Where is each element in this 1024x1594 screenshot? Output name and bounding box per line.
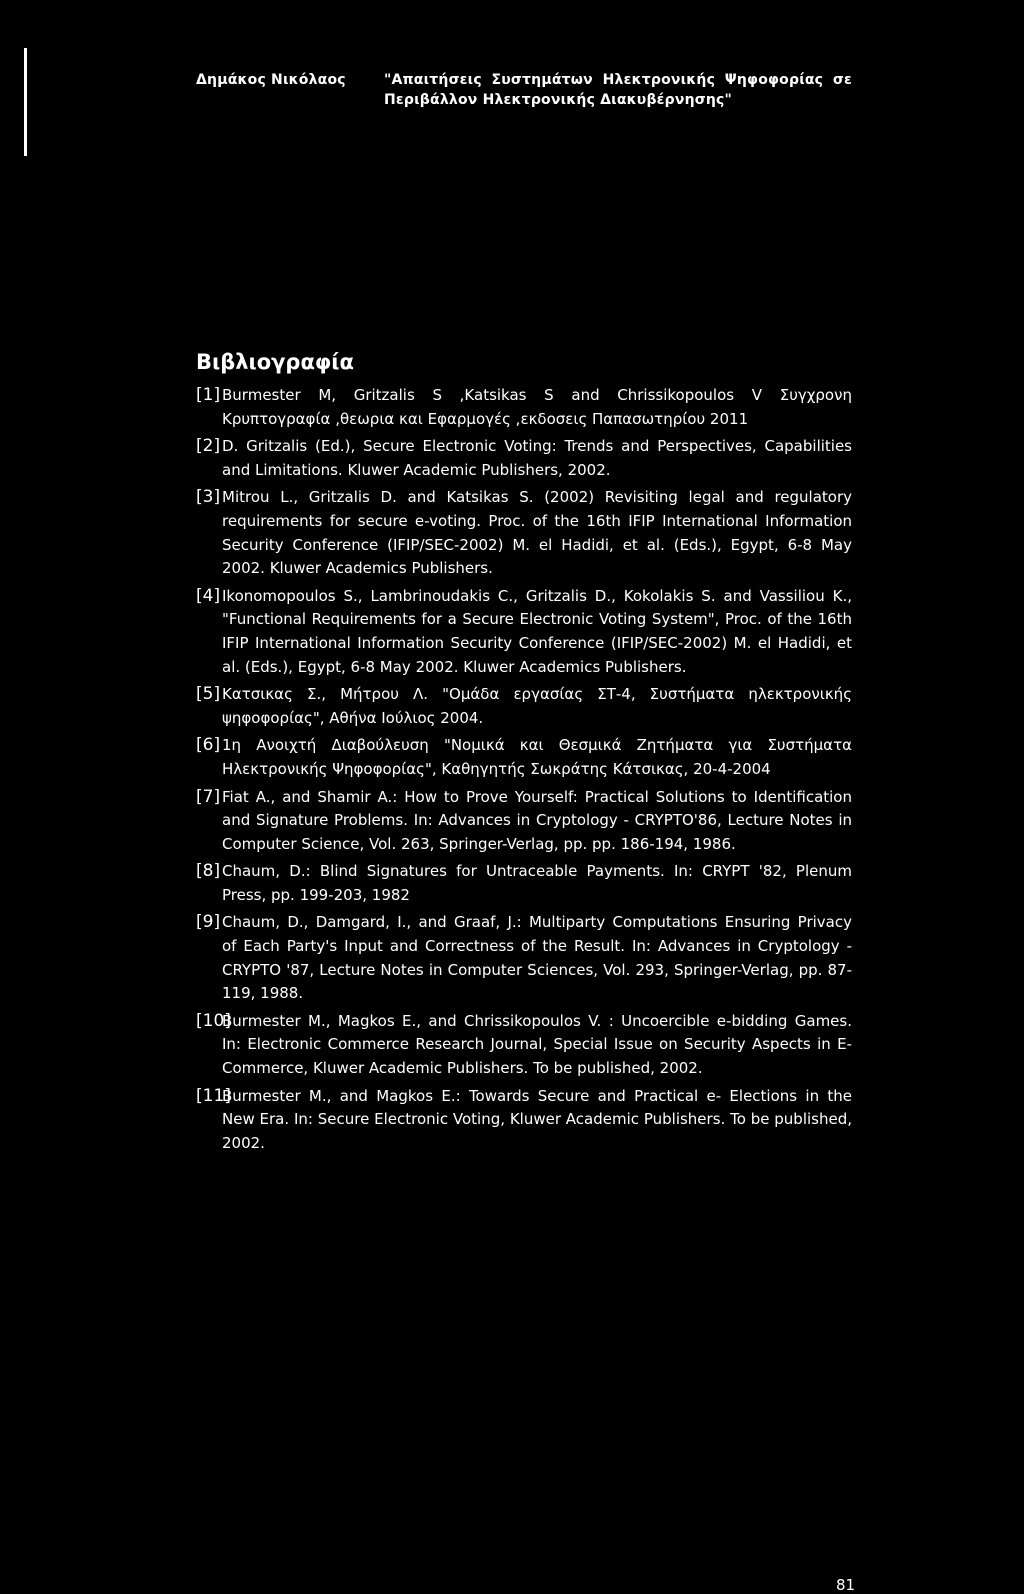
reference-number: [2] (196, 436, 221, 457)
reference-list (196, 384, 852, 1159)
reference-text: Burmester M., and Magkos E.: Towards Secure and Practical e- Elections in the New Era. In: Secure Electronic Voting, Kluwer Academic Publishers. To be published, 2002. (222, 1086, 852, 1152)
reference-item (196, 786, 852, 857)
reference-text: Burmester M, Gritzalis S ,Katsikas S and Chrissikopoulos V Συγχρονη Κρυπτογραφία ,θεωρια και Εφαρμογές ,εκδοσεις Παπασωτηρίου 2011 (222, 386, 852, 428)
reference-number: [3] (196, 487, 221, 508)
reference-number: [6] (196, 735, 221, 756)
reference-text: 1η Ανοιχτή Διαβούλευση "Νομικά και Θεσμικά Ζητήματα για Συστήματα Ηλεκτρονικής Ψηφοφορίας", Καθηγητής Σωκράτης Κάτσικας, 20-4-2004 (222, 736, 852, 778)
reference-text: Chaum, D., Damgard, I., and Graaf, J.: Multiparty Computations Ensuring Privacy of Each Party's Input and Correctness of the Result. In: Advances in Cryptology - CRYPTO '87, Lecture Notes in Computer Sciences, Vol. 293, Springer-Verlag, pp. 87-119, 1988. (222, 913, 852, 1003)
reference-item (196, 734, 852, 781)
header-title-line2: Περιβάλλον Ηλεκτρονικής Διακυβέρνησης" (384, 92, 733, 108)
section-title: Βιβλιογραφία (196, 350, 354, 374)
reference-number: [8] (196, 861, 221, 882)
header-title-word: Ψηφοφορίας (724, 72, 824, 88)
reference-number: [11] (196, 1085, 231, 1106)
reference-item (196, 486, 852, 580)
reference-text: Burmester M., Magkos E., and Chrissikopoulos V. : Uncoercible e-bidding Games. In: Electronic Commerce Research Journal, Special Issue on Security Aspects in E-Commerce, Kluwer Academic Publishers. To be published, 2002. (222, 1011, 852, 1078)
reference-item (196, 1010, 852, 1081)
reference-text: Mitrou L., Gritzalis D. and Katsikas S. (2002) Revisiting legal and regulatory requirements for secure e-voting. Proc. of the 16th IFIP International Information Security Conference (IFIP/SEC-2002) M. el Hadidi, et al. (Eds.), Egypt, 6-8 May 2002. Kluwer Academics Publishers. (222, 488, 852, 578)
header-title-word: Συστημάτων (491, 72, 593, 88)
reference-number: [4] (196, 585, 221, 606)
reference-item (196, 911, 852, 1005)
reference-item (196, 384, 852, 431)
reference-number: [5] (196, 684, 221, 705)
reference-item (196, 435, 852, 482)
reference-item (196, 860, 852, 907)
reference-number: [7] (196, 786, 221, 807)
header-title-word: σε (832, 72, 852, 88)
reference-item (196, 683, 852, 730)
header-author: Δημάκος Νικόλαος (196, 72, 346, 88)
reference-text: Chaum, D.: Blind Signatures for Untraceable Payments. In: CRYPT '82, Plenum Press, pp. 199-203, 1982 (222, 862, 852, 904)
header-title-word: Ηλεκτρονικής (602, 72, 716, 88)
reference-number: [10] (196, 1010, 231, 1031)
header-title-line1 (384, 72, 852, 88)
reference-text: D. Gritzalis (Ed.), Secure Electronic Voting: Trends and Perspectives, Capabilities and Limitations. Kluwer Academic Publishers, 2002. (222, 437, 852, 479)
reference-item (196, 585, 852, 679)
reference-text: Fiat A., and Shamir A.: How to Prove Yourself: Practical Solutions to Identification and Signature Problems. In: Advances in Cryptology - CRYPTO'86, Lecture Notes in Computer Science, Vol. 263, Springer-Verlag, pp. pp. 186-194, 1986. (222, 787, 852, 853)
reference-number: [1] (196, 385, 221, 405)
reference-text: Κατσικας Σ., Μήτρου Λ. "Ομάδα εργασίας ΣΤ-4, Συστήματα ηλεκτρονικής ψηφοφορίας", Αθήνα Ιούλιος 2004. (222, 685, 852, 727)
margin-rule (24, 48, 27, 156)
page-number: 81 (836, 1576, 856, 1594)
reference-number: [9] (196, 912, 221, 933)
reference-text: Ikonomopoulos S., Lambrinoudakis C., Gritzalis D., Kokolakis S. and Vassiliou K., "Functional Requirements for a Secure Electronic Voting System", Proc. of the 16th IFIP International Information Security Conference (IFIP/SEC-2002) M. el Hadidi, et al. (Eds.), Egypt, 6-8 May 2002. Kluwer Academics Publishers. (222, 586, 852, 676)
reference-item (196, 1085, 852, 1156)
header-title-word: "Απαιτήσεις (384, 72, 482, 88)
